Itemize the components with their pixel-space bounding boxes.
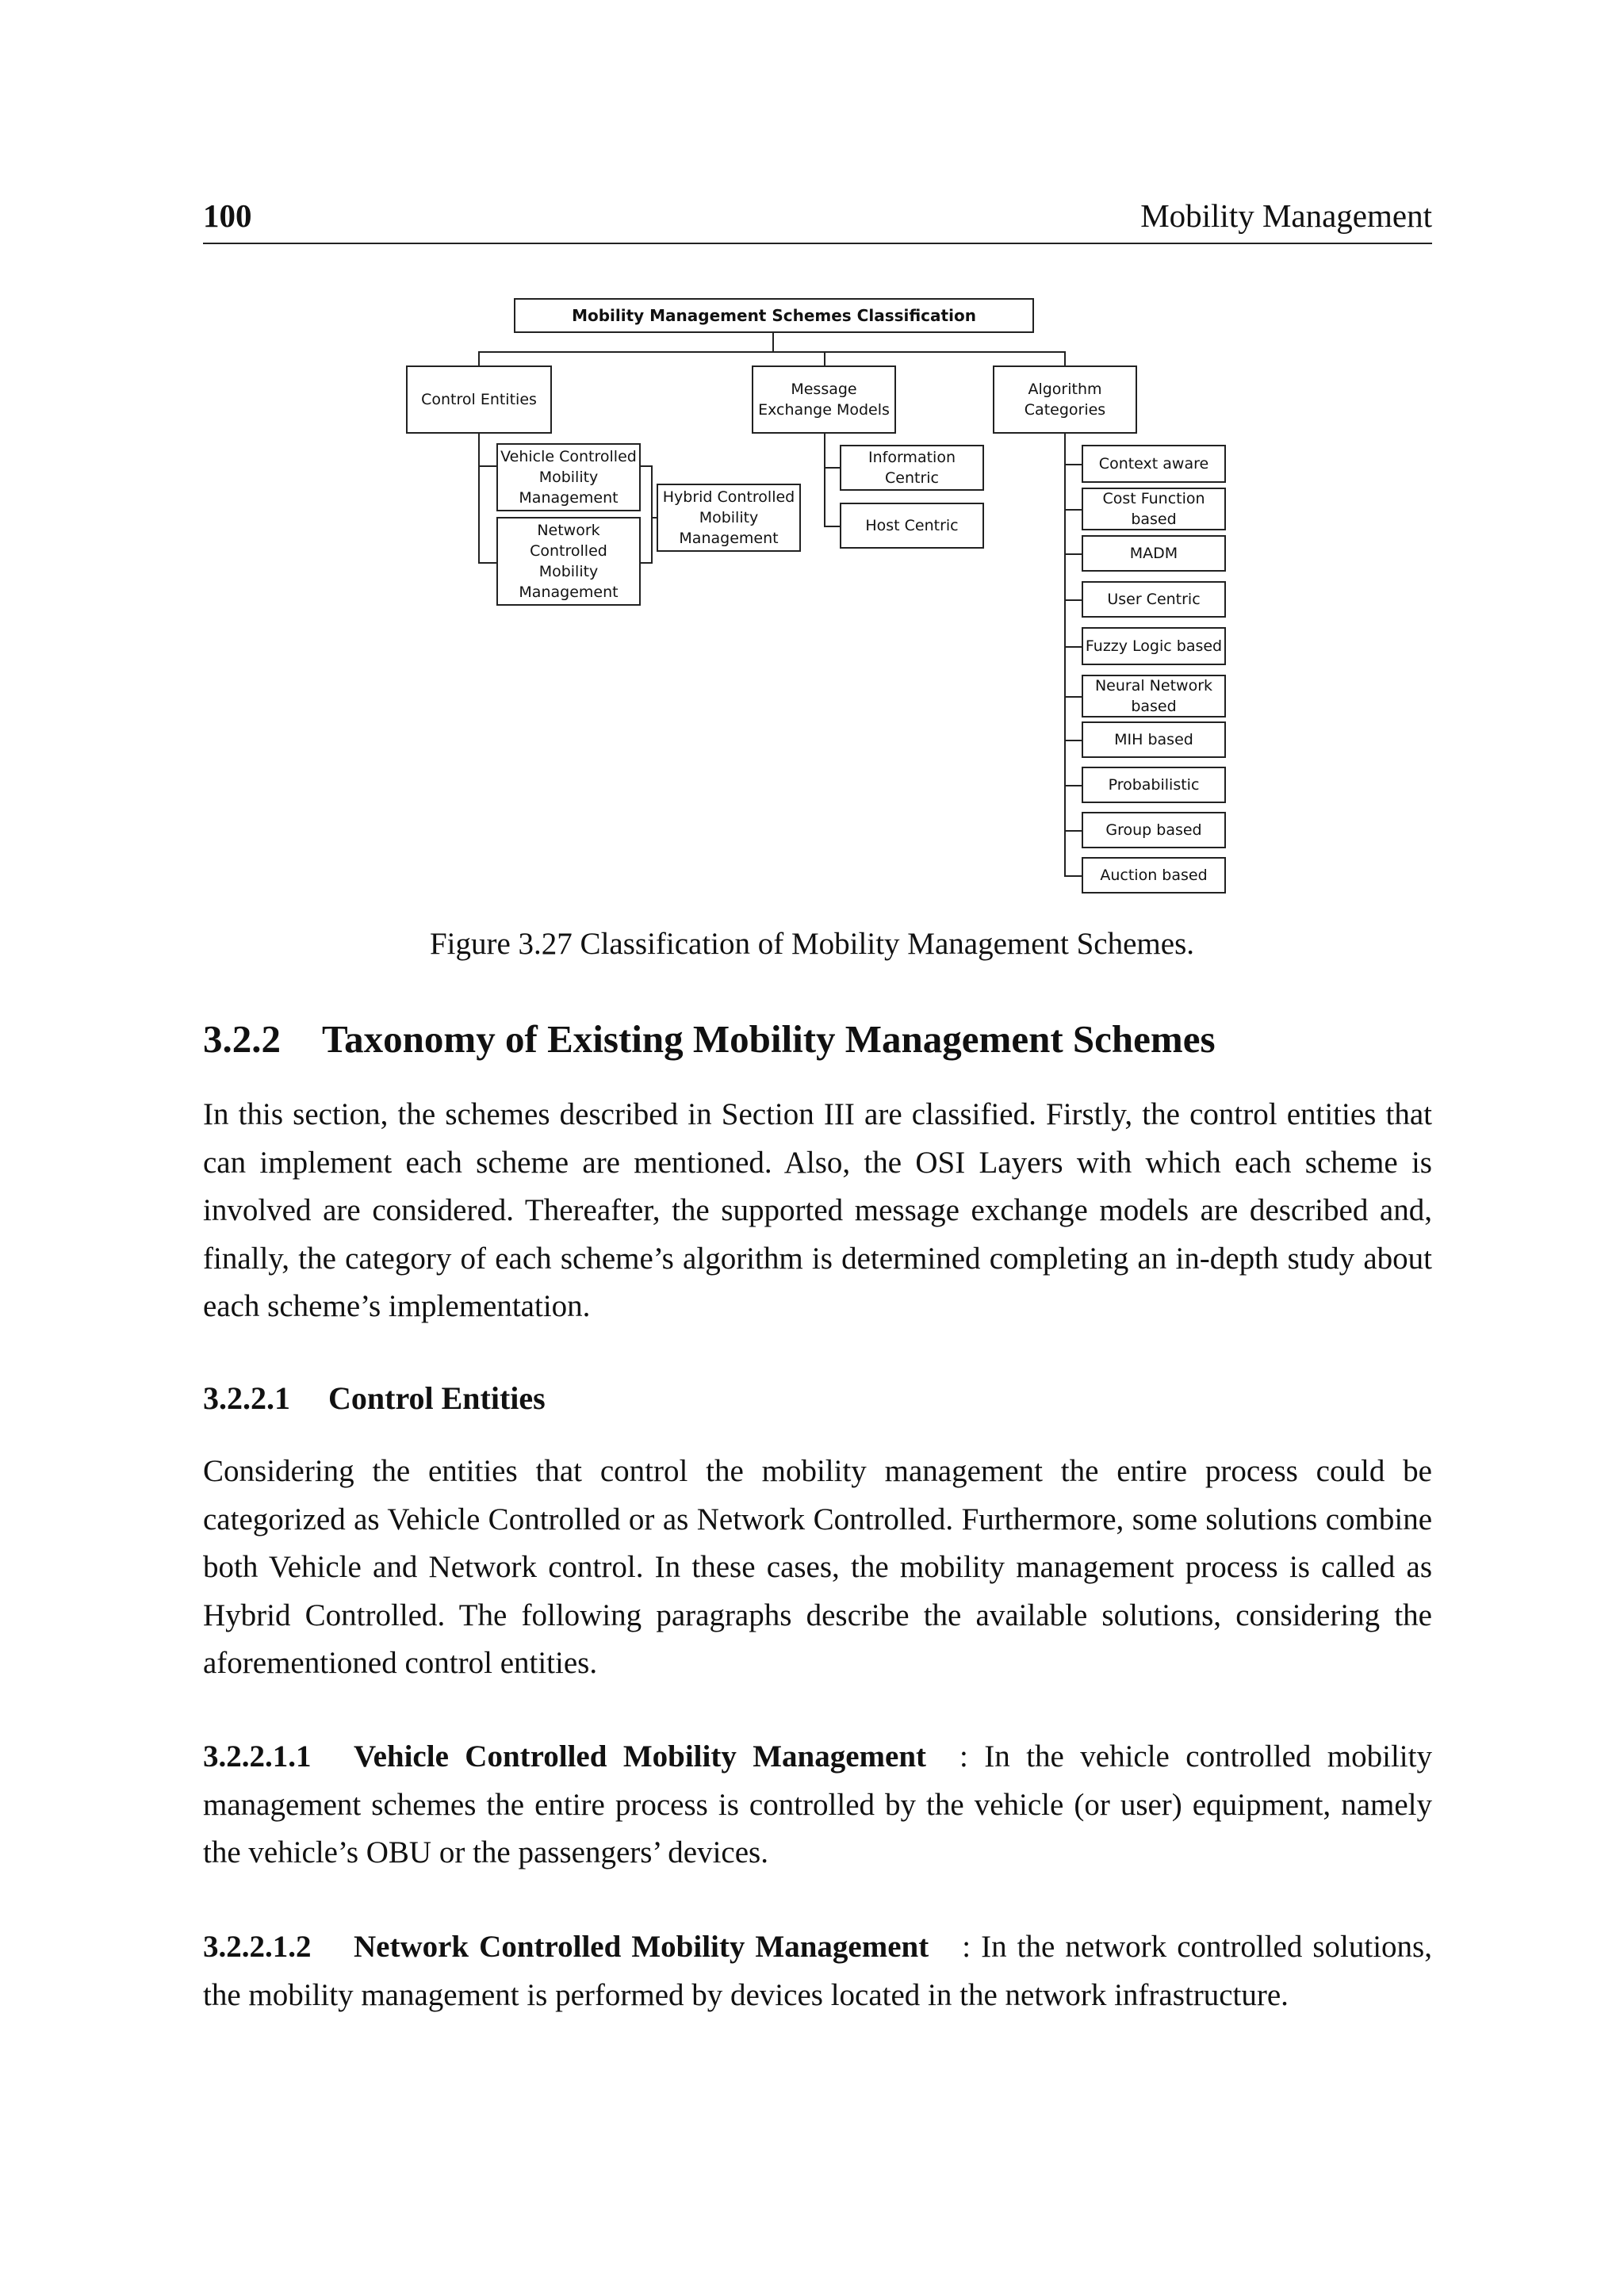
algorithm-categories-box: Algorithm Categories bbox=[993, 365, 1137, 434]
host-centric-box: Host Centric bbox=[840, 503, 984, 549]
paragraph-title: Vehicle Controlled Mobility Management bbox=[354, 1739, 927, 1774]
subsection-paragraph: Considering the entities that control the mobility management the entire process could be categorized as Vehicle Controlled or as Network Controlled. Furthermore, some solutions combine both Vehicle and Network control. In these cases, the mobility management process is called as Hybrid Controlled. The following paragraphs describe the available solutions, considering the aforementioned control entities. bbox=[203, 1454, 1432, 1680]
connector bbox=[1064, 553, 1082, 555]
connector bbox=[824, 351, 825, 365]
connector bbox=[1064, 464, 1082, 465]
network-controlled-box: Network Controlled Mobility Management bbox=[496, 517, 641, 606]
paragraph-title: Network Controlled Mobility Management bbox=[354, 1930, 929, 1964]
classification-diagram bbox=[0, 0, 1624, 904]
paragraph-heading bbox=[203, 1930, 929, 1964]
connector bbox=[641, 465, 652, 467]
connector bbox=[1064, 875, 1082, 877]
connector bbox=[824, 526, 841, 527]
connector bbox=[1064, 785, 1082, 786]
vehicle-controlled-box: Vehicle Controlled Mobility Management bbox=[496, 443, 641, 511]
connector bbox=[1064, 351, 1066, 365]
control-entities-box: Control Entities bbox=[406, 365, 552, 434]
connector bbox=[651, 465, 653, 564]
running-title: Mobility Management bbox=[1140, 197, 1432, 234]
paragraph-number: 3.2.2.1.1 bbox=[203, 1739, 312, 1774]
figure-caption: Figure 3.27 Classification of Mobility Management Schemes. bbox=[429, 927, 1194, 961]
connector bbox=[478, 351, 480, 365]
algorithm-category-box: User Centric bbox=[1082, 581, 1226, 618]
algorithm-category-box: Cost Function based bbox=[1082, 488, 1226, 530]
connector bbox=[1064, 646, 1082, 648]
connector bbox=[824, 467, 841, 469]
paragraph-text: : In the vehicle controlled mobility management schemes the entire process is controlled by the vehicle (or user) equipment, namely the vehicle’s OBU or the passengers’ devices. bbox=[203, 1739, 1432, 1869]
paragraph-heading bbox=[203, 1739, 926, 1774]
connector bbox=[824, 433, 825, 526]
algorithm-category-box: MADM bbox=[1082, 535, 1226, 572]
connector bbox=[478, 351, 1065, 353]
connector bbox=[641, 562, 652, 564]
connector bbox=[772, 333, 774, 352]
subsection-number: 3.2.2.1 bbox=[203, 1380, 290, 1416]
section-heading bbox=[203, 1016, 1216, 1062]
information-centric-box: Information Centric bbox=[840, 445, 984, 491]
algorithm-category-box: MIH based bbox=[1082, 721, 1226, 758]
section-paragraph: In this section, the schemes described in Section III are classified. Firstly, the control entities that can implement each scheme are mentioned. Also, the OSI Layers with which each scheme is involved are considered. Thereafter, the supported message exchange models are described and, finally, the category of each scheme’s algorithm is determined completing an in-depth study about each scheme’s implementation. bbox=[203, 1097, 1432, 1323]
connector bbox=[1064, 509, 1082, 511]
connector bbox=[1064, 599, 1082, 601]
root-box: Mobility Management Schemes Classification bbox=[514, 298, 1034, 333]
algorithm-category-box: Auction based bbox=[1082, 857, 1226, 894]
connector bbox=[1064, 696, 1082, 698]
connector bbox=[1064, 830, 1082, 832]
paragraph-vehicle-controlled bbox=[203, 1733, 1432, 1877]
algorithm-category-box: Context aware bbox=[1082, 445, 1226, 483]
algorithm-category-box: Probabilistic bbox=[1082, 767, 1226, 803]
paragraph-text: : In the network controlled solutions, the mobility management is performed by devices located in the network infrastructure. bbox=[203, 1930, 1432, 2012]
section-title: Taxonomy of Existing Mobility Management Schemes bbox=[322, 1017, 1216, 1061]
connector bbox=[478, 433, 480, 563]
algorithm-category-box: Group based bbox=[1082, 812, 1226, 848]
page-number: 100 bbox=[203, 197, 252, 234]
section-number: 3.2.2 bbox=[203, 1017, 281, 1061]
algorithm-category-box: Fuzzy Logic based bbox=[1082, 627, 1226, 665]
connector bbox=[1064, 433, 1066, 877]
paragraph-network-controlled bbox=[203, 1923, 1432, 2019]
algorithm-category-box: Neural Network based bbox=[1082, 675, 1226, 718]
paragraph-number: 3.2.2.1.2 bbox=[203, 1930, 312, 1964]
subsection-heading bbox=[203, 1380, 546, 1417]
subsection-title: Control Entities bbox=[328, 1380, 546, 1416]
connector bbox=[1064, 740, 1082, 741]
message-exchange-box: Message Exchange Models bbox=[752, 365, 896, 434]
hybrid-controlled-box: Hybrid Controlled Mobility Management bbox=[657, 484, 801, 552]
